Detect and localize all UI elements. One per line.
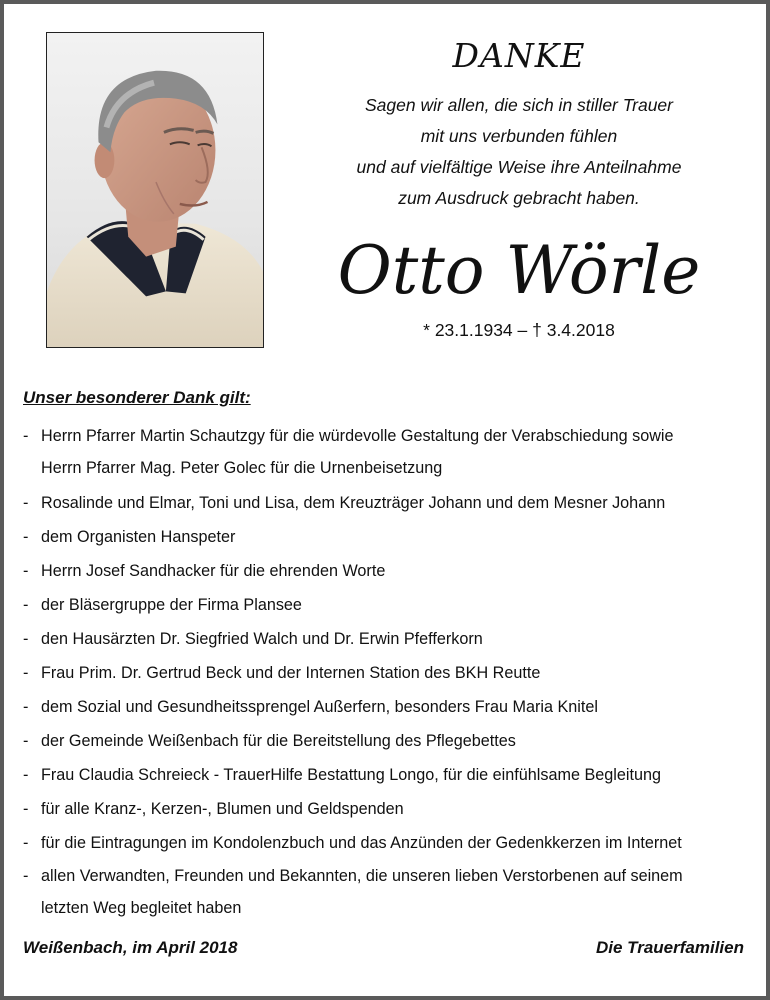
intro-line: mit uns verbunden fühlen xyxy=(420,126,618,146)
intro-line: und auf vielfältige Weise ihre Anteilnahme xyxy=(356,157,682,177)
thanks-item-line: der Gemeinde Weißenbach für die Bereitstellung des Pflegebettes xyxy=(41,732,516,750)
thanks-item-line: dem Organisten Hanspeter xyxy=(41,528,236,546)
bullet-dash: - xyxy=(23,596,29,614)
thanks-item-line: der Bläsergruppe der Firma Plansee xyxy=(41,596,302,614)
bullet-dash: - xyxy=(23,834,29,852)
intro-text xyxy=(294,90,744,214)
thanks-item-line: dem Sozial und Gesundheitssprengel Außerfern, besonders Frau Maria Knitel xyxy=(41,698,598,716)
portrait-photo xyxy=(46,32,264,348)
bullet-dash: - xyxy=(23,800,29,818)
thanks-item-line: Frau Claudia Schreieck - TrauerHilfe Bestattung Longo, für die einfühlsame Begleitung xyxy=(41,766,661,784)
portrait-image xyxy=(47,33,263,347)
thanks-list xyxy=(23,420,753,926)
bullet-dash: - xyxy=(23,630,29,648)
thanks-item-line: für die Eintragungen im Kondolenzbuch und das Anzünden der Gedenkkerzen im Internet xyxy=(41,834,682,852)
thanks-item-line: Herrn Pfarrer Martin Schautzgy für die würdevolle Gestaltung der Verabschiedung sowie xyxy=(41,427,674,445)
thanks-item xyxy=(23,622,753,656)
thanks-item xyxy=(23,588,753,622)
thanks-item-line: den Hausärzten Dr. Siegfried Walch und Dr. Erwin Pfefferkorn xyxy=(41,630,483,648)
page-title: DANKE xyxy=(452,36,586,75)
thanks-item-line: letzten Weg begleitet haben xyxy=(41,899,242,917)
thanks-item xyxy=(23,690,753,724)
thanks-item xyxy=(23,420,753,484)
bullet-dash: - xyxy=(23,528,29,546)
thanks-item xyxy=(23,758,753,792)
intro-line: Sagen wir allen, die sich in stiller Trauer xyxy=(364,95,673,115)
thanks-item-line: Frau Prim. Dr. Gertrud Beck und der Internen Station des BKH Reutte xyxy=(41,664,541,682)
thanks-item xyxy=(23,860,753,924)
thanks-item xyxy=(23,724,753,758)
bullet-dash: - xyxy=(23,427,29,445)
thanks-item xyxy=(23,792,753,826)
thanks-item xyxy=(23,554,753,588)
thanks-item-line: Rosalinde und Elmar, Toni und Lisa, dem Kreuzträger Johann und dem Mesner Johann xyxy=(41,494,666,512)
thanks-item xyxy=(23,826,753,860)
intro-line: zum Ausdruck gebracht haben. xyxy=(398,188,640,208)
bullet-dash: - xyxy=(23,698,29,716)
thanks-item xyxy=(23,486,753,520)
thanks-item-line: Herrn Pfarrer Mag. Peter Golec für die Urnenbeisetzung xyxy=(41,459,443,477)
deceased-name: Otto Wörle xyxy=(337,232,701,309)
bullet-dash: - xyxy=(23,867,29,885)
thanks-item-line: für alle Kranz-, Kerzen-, Blumen und Geldspenden xyxy=(41,800,404,818)
bullet-dash: - xyxy=(23,732,29,750)
bullet-dash: - xyxy=(23,562,29,580)
place-date: Weißenbach, im April 2018 xyxy=(23,938,238,957)
bullet-dash: - xyxy=(23,664,29,682)
bullet-dash: - xyxy=(23,494,29,512)
life-dates: * 23.1.1934 – † 3.4.2018 xyxy=(423,320,615,340)
signature: Die Trauerfamilien xyxy=(595,938,744,957)
thanks-item xyxy=(23,520,753,554)
thanks-item-line: allen Verwandten, Freunden und Bekannten, die unseren lieben Verstorbenen auf seinem xyxy=(41,867,683,885)
thanks-item-line: Herrn Josef Sandhacker für die ehrenden Worte xyxy=(41,562,386,580)
thanks-item xyxy=(23,656,753,690)
bullet-dash: - xyxy=(23,766,29,784)
thanks-heading: Unser besonderer Dank gilt: xyxy=(23,388,251,407)
